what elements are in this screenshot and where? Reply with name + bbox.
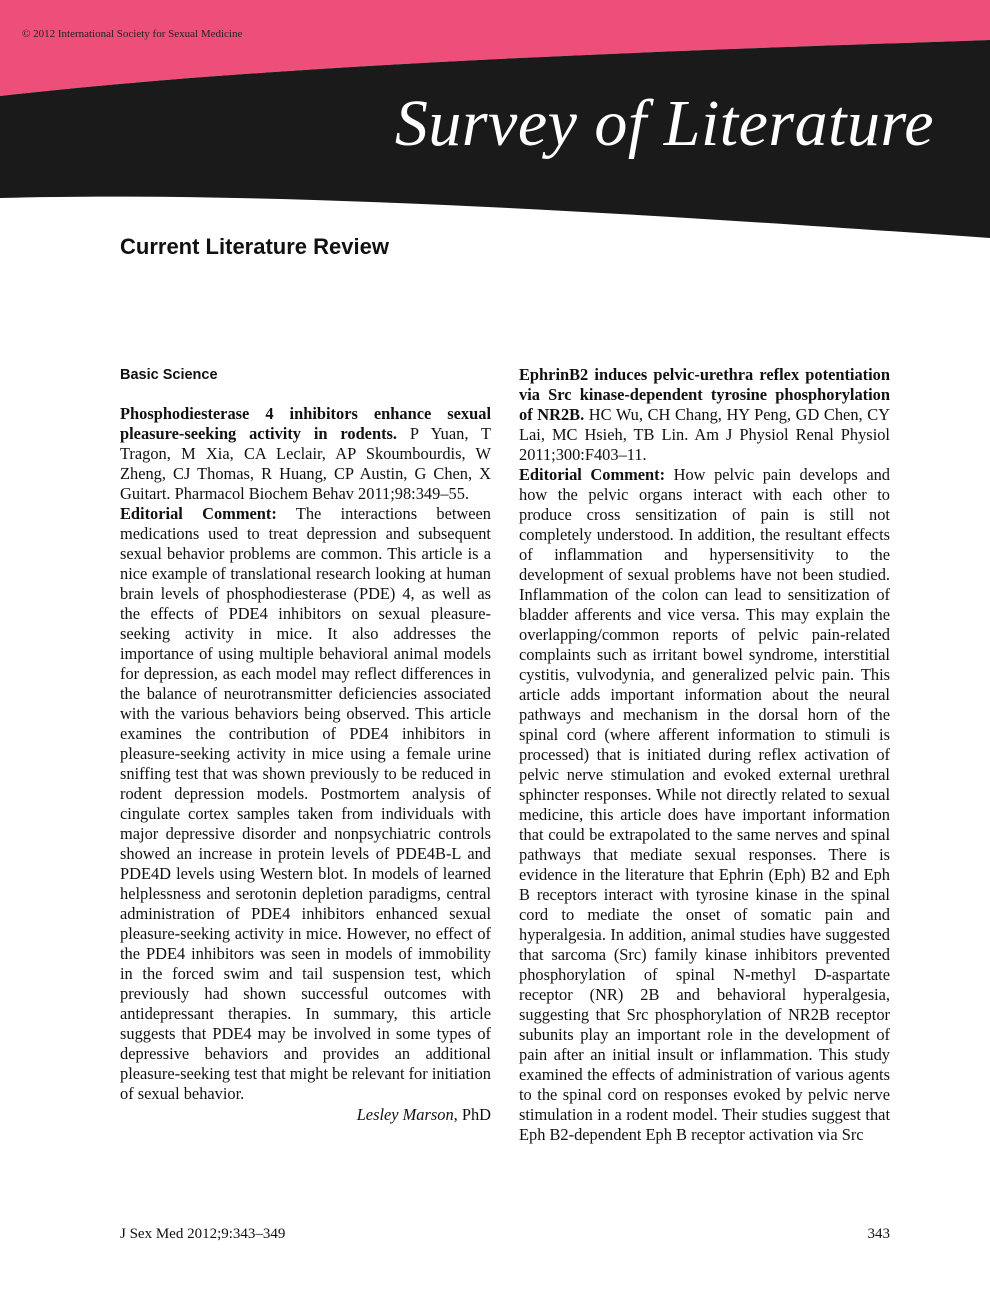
article-pde4 <box>120 404 491 504</box>
editorial-comment-label: Editorial Comment: <box>120 504 277 523</box>
journal-reference: J Sex Med 2012;9:343–349 <box>120 1226 286 1242</box>
copyright-notice: © 2012 International Society for Sexual Medicine <box>22 28 243 40</box>
article-ephrinb2 <box>519 365 890 465</box>
basic-science-subheading: Basic Science <box>120 367 218 383</box>
right-column <box>519 365 890 1145</box>
editorial-comment-text: The interactions between medications used to treat depression and subsequent sexual behavior problems are common. This article is a nice example of translational research looking at human brain levels of phosphodiesterase (PDE) 4, as well as the effects of PDE4 inhibitors on sexual pleasure-seeking activity in mice. It also addresses the importance of using multiple behavioral animal models for depression, as each model may reflect differences in the balance of neurotransmitter deficiencies associated with the various behaviors being observed. This article examines the contribution of PDE4 inhibitors in pleasure-seeking activity in mice using a female urine sniffing test that was shown previously to be reduced in rodent depression models. Postmortem analysis of cingulate cortex samples taken from individuals with major depressive disorder and nonpsychiatric controls showed an increase in protein levels of PDE4B-L and PDE4D levels using Western blot. In models of learned helplessness and serotonin depletion paradigms, central administration of PDE4 inhibitors enhanced sexual pleasure-seeking activity in mice. However, no effect of the PDE4 inhibitors was seen in models of immobility in the forced swim and tail suspension test, which previously had shown successful outcomes with antidepressant therapies. In summary, this article suggests that PDE4 may be involved in some types of depressive behaviors and provides an additional pleasure-seeking test that might be relevant for initiation of sexual behavior. <box>120 504 491 1103</box>
page-number: 343 <box>867 1226 890 1242</box>
editorial-comment <box>519 465 890 1145</box>
editorial-comment-label: Editorial Comment: <box>519 465 666 484</box>
left-column <box>120 365 491 1125</box>
signature-name: Lesley Marson <box>356 1105 454 1124</box>
article-citation: HC Wu, CH Chang, HY Peng, GD Chen, CY Lai, MC Hsieh, TB Lin. Am J Physiol Renal Physiol 2011;300:F403–11. <box>519 405 890 464</box>
signature-degree: , PhD <box>453 1105 491 1124</box>
journal-section-title: Survey of Literature <box>394 87 934 160</box>
article-title: Phosphodiesterase 4 inhibitors enhance sexual pleasure-seeking activity in rodents. <box>120 404 491 443</box>
editorial-comment-text: How pelvic pain develops and how the pelvic organs interact with each other to produce cross sensitization of pain is still not completely understood. In addition, the resultant effects of inflammation and hypersensitivity to the development of sexual problems have not been studied. Inflammation of the colon can lead to sensitization of bladder afferents and vice versa. This may explain the overlapping/common reports of pelvic pain-related complaints such as irritant bowel syndrome, interstitial cystitis, vulvodynia, and generalized pelvic pain. This article adds important information about the neural pathways and mechanism in the dorsal horn of the spinal cord (where afferent information to stimuli is processed) that is initiated during reflex activation of pelvic nerve stimulation and evoked external urethral sphincter responses. While not directly related to sexual medicine, this article does have important information that could be extrapolated to the same nerves and spinal pathways that mediate sexual responses. There is evidence in the literature that Ephrin (Eph) B2 and Eph B receptors interact with tyrosine kinase in the spinal cord to mediate the onset of somatic pain and hyperalgesia. In addition, animal studies have suggested that sarcoma (Src) family kinase inhibitors prevented phosphorylation of spinal N-methyl D-aspartate receptor (NR) 2B and behavioral hyperalgesia, suggesting that Src phosphorylation of NR2B receptor subunits play an important role in the development of pain after an initial insult or inflammation. This study examined the effects of administration of various agents to the spinal cord on responses evoked by pelvic nerve stimulation in a rodent model. Their studies suggest that Eph B2-dependent Eph B receptor activation via Src <box>519 465 890 1144</box>
editorial-comment <box>120 504 491 1104</box>
article-citation: P Yuan, T Tragon, M Xia, CA Leclair, AP Skoumbourdis, W Zheng, CJ Thomas, R Huang, CP Austin, G Chen, X Guitart. Pharmacol Biochem Behav 2011;98:349–55. <box>120 424 491 503</box>
article-title: EphrinB2 induces pelvic-urethra reflex potentiation via Src kinase-dependent tyrosine phosphorylation of NR2B. <box>519 365 890 424</box>
page-title: Current Literature Review <box>120 234 389 259</box>
author-signature <box>120 1105 491 1125</box>
